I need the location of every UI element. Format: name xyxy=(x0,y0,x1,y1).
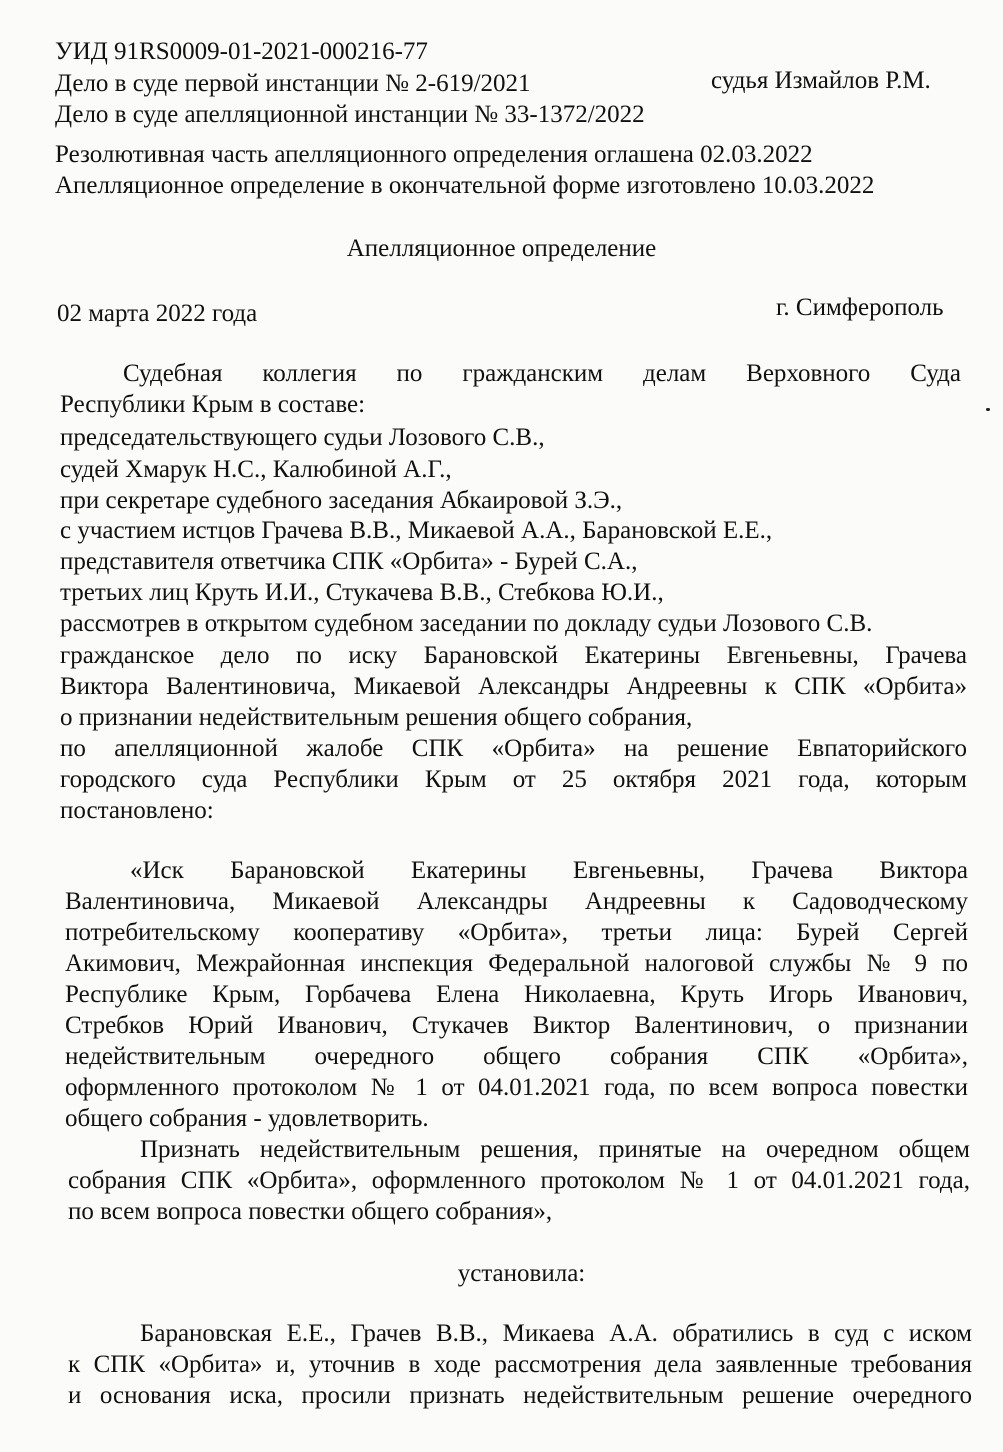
document-title: Апелляционное определение xyxy=(346,235,657,262)
quote-line: потребительскому кооперативу «Орбита», третьи лица: Бурей Сергей xyxy=(65,919,968,946)
body-line: о признании недействительным решения общего собрания, xyxy=(60,704,693,731)
quote-line: «Иск Барановской Екатерины Евгеньевны, Грачева Виктора xyxy=(130,857,968,884)
final-form-line: Апелляционное определение в окончательной форме изготовлено 10.03.2022 xyxy=(55,172,875,199)
quote-line: по всем вопроса повестки общего собрания», xyxy=(68,1198,553,1225)
body-line: постановлено: xyxy=(60,797,214,824)
quote-line: Республике Крым, Горбачева Елена Николаевна, Круть Игорь Иванович, xyxy=(65,981,968,1008)
body-line: с участием истцов Грачева В.В., Микаевой А.А., Барановской Е.Е., xyxy=(60,517,773,544)
decision-date: 02 марта 2022 года xyxy=(57,300,258,327)
quote-line: Акимович, Межрайонная инспекция Федеральной налоговой службы № 9 по xyxy=(65,950,968,977)
body-line: третьих лиц Круть И.И., Стукачева В.В., Стебкова Ю.И., xyxy=(60,579,664,606)
quote-line: оформленного протоколом № 1 от 04.01.2021 года, по всем вопроса повестки xyxy=(65,1074,968,1101)
appeal-case-number: Дело в суде апелляционной инстанции № 33-1372/2022 xyxy=(55,101,645,128)
body-line: при секретаре судебного заседания Абкаировой З.Э., xyxy=(60,487,623,514)
case-uid: УИД 91RS0009-01-2021-000216-77 xyxy=(55,38,428,65)
body-line: по апелляционной жалобе СПК «Орбита» на решение Евпаторийского xyxy=(60,735,967,762)
quote-line: собрания СПК «Орбита», оформленного протоколом № 1 от 04.01.2021 года, xyxy=(68,1167,970,1194)
quote-line: Стребков Юрий Иванович, Стукачев Виктор Валентинович, о признании xyxy=(65,1012,968,1039)
judge-name: судья Измайлов Р.М. xyxy=(711,67,931,94)
quote-line: Валентиновича, Микаевой Александры Андреевны к Садоводческому xyxy=(65,888,968,915)
body-line: судей Хмарук Н.С., Калюбиной А.Г., xyxy=(60,456,452,483)
final-line: Барановская Е.Е., Грачев В.В., Микаева А.А. обратились в суд с иском xyxy=(140,1320,972,1347)
decision-city: г. Симферополь xyxy=(776,294,944,321)
final-line: к СПК «Орбита» и, уточнив в ходе рассмотрения дела заявленные требования xyxy=(68,1351,972,1378)
body-line: Судебная коллегия по гражданским делам Верховного Суда xyxy=(123,360,961,387)
body-line: председательствующего судьи Лозового С.В., xyxy=(60,424,545,451)
body-line: гражданское дело по иску Барановской Екатерины Евгеньевны, Грачева xyxy=(60,642,967,669)
body-line: городского суда Республики Крым от 25 октября 2021 года, которым xyxy=(60,766,967,793)
scan-speck xyxy=(986,408,990,411)
body-line: рассмотрев в открытом судебном заседании по докладу судьи Лозового С.В. xyxy=(60,610,873,637)
quote-line: недействительным очередного общего собрания СПК «Орбита», xyxy=(65,1043,968,1070)
final-line: и основания иска, просили признать недействительным решение очередного xyxy=(68,1382,972,1409)
first-instance-case-number: Дело в суде первой инстанции № 2-619/2021 xyxy=(55,70,531,97)
quote-line: общего собрания - удовлетворить. xyxy=(65,1105,429,1132)
resolution-announced-line: Резолютивная часть апелляционного определения оглашена 02.03.2022 xyxy=(55,141,813,168)
body-line: Виктора Валентиновича, Микаевой Александры Андреевны к СПК «Орбита» xyxy=(60,673,967,700)
body-line: Республики Крым в составе: xyxy=(60,391,366,418)
established-heading: установила: xyxy=(457,1260,586,1287)
quote-line: Признать недействительным решения, принятые на очередном общем xyxy=(140,1136,970,1163)
body-line: представителя ответчика СПК «Орбита» - Бурей С.А., xyxy=(60,548,638,575)
